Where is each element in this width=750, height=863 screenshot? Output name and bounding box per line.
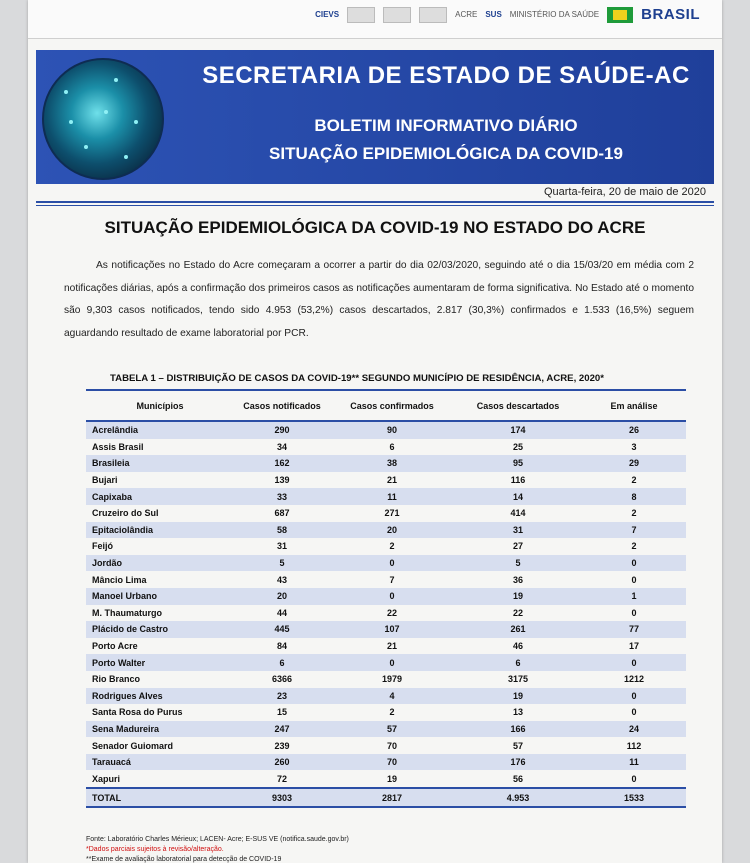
- municipality-cell: Porto Walter: [86, 654, 234, 671]
- value-cell: 8: [582, 488, 686, 505]
- column-header: Em análise: [582, 390, 686, 421]
- table-row: [86, 538, 686, 555]
- total-row: [86, 788, 686, 807]
- table-row: [86, 621, 686, 638]
- table-row: [86, 671, 686, 688]
- municipality-cell: Tarauacá: [86, 754, 234, 771]
- table-row: [86, 770, 686, 788]
- value-cell: 1212: [582, 671, 686, 688]
- value-cell: 21: [330, 472, 454, 489]
- value-cell: 445: [234, 621, 330, 638]
- value-cell: 6: [330, 439, 454, 456]
- table-row: [86, 555, 686, 572]
- municipality-cell: Mâncio Lima: [86, 571, 234, 588]
- bulletin-page: [28, 0, 722, 863]
- banner-subtitle: SITUAÇÃO EPIDEMIOLÓGICA DA COVID-19: [269, 144, 623, 163]
- bulletin-date: Quarta-feira, 20 de maio de 2020: [543, 186, 706, 198]
- table-row: [86, 571, 686, 588]
- value-cell: 3: [582, 439, 686, 456]
- table-header-row: [86, 390, 686, 421]
- value-cell: 15: [234, 704, 330, 721]
- value-cell: 84: [234, 638, 330, 655]
- value-cell: 19: [454, 588, 582, 605]
- column-header: Casos notificados: [234, 390, 330, 421]
- value-cell: 271: [330, 505, 454, 522]
- total-value: 1533: [582, 788, 686, 807]
- footnote-source: Fonte: Laboratório Charles Mérieux; LACEN- Acre; E-SUS VE (notifica.saude.gov.br): [86, 836, 349, 843]
- value-cell: 0: [582, 770, 686, 788]
- table-row: [86, 488, 686, 505]
- value-cell: 162: [234, 455, 330, 472]
- municipality-cell: M. Thaumaturgo: [86, 605, 234, 622]
- value-cell: 1979: [330, 671, 454, 688]
- brasil-flag-icon: [607, 7, 633, 23]
- value-cell: 11: [330, 488, 454, 505]
- value-cell: 38: [330, 455, 454, 472]
- partner-logos: [315, 6, 700, 23]
- table-row: [86, 754, 686, 771]
- footnote-exam: **Exame de avaliação laboratorial para detecção de COVID-19: [86, 856, 282, 863]
- total-value: 4.953: [454, 788, 582, 807]
- value-cell: 22: [454, 605, 582, 622]
- table-row: [86, 688, 686, 705]
- table-row: [86, 522, 686, 539]
- table-body: [86, 421, 686, 807]
- municipality-cell: Rio Branco: [86, 671, 234, 688]
- value-cell: 57: [330, 721, 454, 738]
- value-cell: 2: [330, 704, 454, 721]
- value-cell: 72: [234, 770, 330, 788]
- total-value: 2817: [330, 788, 454, 807]
- municipality-cell: Jordão: [86, 555, 234, 572]
- value-cell: 19: [454, 688, 582, 705]
- divider: [36, 201, 714, 203]
- acre-logo: ACRE: [455, 10, 478, 19]
- value-cell: 2: [582, 472, 686, 489]
- value-cell: 31: [454, 522, 582, 539]
- value-cell: 19: [330, 770, 454, 788]
- footnote-partial: *Dados parciais sujeitos à revisão/alteração.: [86, 846, 224, 853]
- value-cell: 7: [330, 571, 454, 588]
- value-cell: 90: [330, 421, 454, 439]
- divider: [36, 205, 714, 206]
- value-cell: 77: [582, 621, 686, 638]
- value-cell: 2: [330, 538, 454, 555]
- value-cell: 6: [454, 654, 582, 671]
- table-row: [86, 505, 686, 522]
- value-cell: 24: [582, 721, 686, 738]
- total-value: 9303: [234, 788, 330, 807]
- table-row: [86, 654, 686, 671]
- value-cell: 21: [330, 638, 454, 655]
- municipality-cell: Rodrigues Alves: [86, 688, 234, 705]
- municipality-cell: Xapuri: [86, 770, 234, 788]
- value-cell: 26: [582, 421, 686, 439]
- value-cell: 112: [582, 737, 686, 754]
- value-cell: 11: [582, 754, 686, 771]
- value-cell: 34: [234, 439, 330, 456]
- municipality-cell: Feijó: [86, 538, 234, 555]
- value-cell: 174: [454, 421, 582, 439]
- value-cell: 17: [582, 638, 686, 655]
- table-row: [86, 605, 686, 622]
- table-row: [86, 721, 686, 738]
- value-cell: 70: [330, 754, 454, 771]
- table-row: [86, 472, 686, 489]
- total-label: TOTAL: [86, 788, 234, 807]
- value-cell: 14: [454, 488, 582, 505]
- municipality-cell: Bujari: [86, 472, 234, 489]
- value-cell: 56: [454, 770, 582, 788]
- value-cell: 0: [330, 555, 454, 572]
- value-cell: 44: [234, 605, 330, 622]
- value-cell: 23: [234, 688, 330, 705]
- value-cell: 0: [582, 605, 686, 622]
- banner-subtitle: BOLETIM INFORMATIVO DIÁRIO: [314, 116, 578, 135]
- municipality-cell: Epitaciolândia: [86, 522, 234, 539]
- value-cell: 176: [454, 754, 582, 771]
- value-cell: 414: [454, 505, 582, 522]
- partner-logo-box: [383, 7, 411, 23]
- sus-logo: SUS: [485, 10, 502, 19]
- value-cell: 7: [582, 522, 686, 539]
- municipality-cell: Sena Madureira: [86, 721, 234, 738]
- table-row: [86, 439, 686, 456]
- table-caption: TABELA 1 – DISTRIBUIÇÃO DE CASOS DA COVID-19** SEGUNDO MUNICÍPIO DE RESIDÊNCIA, ACRE, 2020*: [110, 373, 604, 384]
- column-header: Casos descartados: [454, 390, 582, 421]
- coronavirus-icon: [42, 58, 164, 180]
- value-cell: 29: [582, 455, 686, 472]
- column-header: Municípios: [86, 390, 234, 421]
- value-cell: 20: [330, 522, 454, 539]
- municipality-cell: Brasileia: [86, 455, 234, 472]
- partner-logo-box: [419, 7, 447, 23]
- value-cell: 43: [234, 571, 330, 588]
- section-heading: SITUAÇÃO EPIDEMIOLÓGICA DA COVID-19 NO ESTADO DO ACRE: [104, 218, 646, 237]
- value-cell: 260: [234, 754, 330, 771]
- value-cell: 6: [234, 654, 330, 671]
- municipality-cell: Assis Brasil: [86, 439, 234, 456]
- value-cell: 4: [330, 688, 454, 705]
- value-cell: 0: [330, 654, 454, 671]
- header-banner: [36, 50, 714, 184]
- municipality-cell: Porto Acre: [86, 638, 234, 655]
- value-cell: 5: [454, 555, 582, 572]
- value-cell: 116: [454, 472, 582, 489]
- municipality-cell: Santa Rosa do Purus: [86, 704, 234, 721]
- column-header: Casos confirmados: [330, 390, 454, 421]
- ministerio-logo: MINISTÉRIO DA SAÚDE: [509, 10, 600, 19]
- value-cell: 107: [330, 621, 454, 638]
- value-cell: 6366: [234, 671, 330, 688]
- municipality-cell: Acrelândia: [86, 421, 234, 439]
- value-cell: 3175: [454, 671, 582, 688]
- municipality-cell: Manoel Urbano: [86, 588, 234, 605]
- value-cell: 57: [454, 737, 582, 754]
- value-cell: 33: [234, 488, 330, 505]
- value-cell: 20: [234, 588, 330, 605]
- logo-bar: [28, 0, 722, 39]
- value-cell: 13: [454, 704, 582, 721]
- table-row: [86, 737, 686, 754]
- value-cell: 31: [234, 538, 330, 555]
- value-cell: 166: [454, 721, 582, 738]
- cievs-logo: CIEVS: [315, 10, 340, 19]
- value-cell: 70: [330, 737, 454, 754]
- brasil-logo: BRASIL: [641, 6, 700, 23]
- value-cell: 0: [582, 688, 686, 705]
- table-row: [86, 421, 686, 439]
- municipality-cell: Senador Guiomard: [86, 737, 234, 754]
- banner-title: SECRETARIA DE ESTADO DE SAÚDE-AC: [202, 62, 690, 89]
- municipality-cell: Plácido de Castro: [86, 621, 234, 638]
- value-cell: 22: [330, 605, 454, 622]
- municipality-cell: Capixaba: [86, 488, 234, 505]
- value-cell: 261: [454, 621, 582, 638]
- table-row: [86, 638, 686, 655]
- value-cell: 239: [234, 737, 330, 754]
- value-cell: 687: [234, 505, 330, 522]
- value-cell: 36: [454, 571, 582, 588]
- value-cell: 58: [234, 522, 330, 539]
- value-cell: 46: [454, 638, 582, 655]
- value-cell: 139: [234, 472, 330, 489]
- value-cell: 0: [582, 654, 686, 671]
- value-cell: 27: [454, 538, 582, 555]
- table-row: [86, 704, 686, 721]
- value-cell: 1: [582, 588, 686, 605]
- value-cell: 95: [454, 455, 582, 472]
- municipality-cell: Cruzeiro do Sul: [86, 505, 234, 522]
- value-cell: 0: [582, 555, 686, 572]
- value-cell: 2: [582, 505, 686, 522]
- value-cell: 0: [582, 571, 686, 588]
- value-cell: 0: [582, 704, 686, 721]
- value-cell: 247: [234, 721, 330, 738]
- value-cell: 5: [234, 555, 330, 572]
- value-cell: 2: [582, 538, 686, 555]
- table-row: [86, 455, 686, 472]
- cases-table: [86, 389, 686, 808]
- intro-paragraph: As notificações no Estado do Acre começaram a ocorrer a partir do dia 02/03/2020, seguindo até o dia 15/03/20 em média com 2 notificações diárias, após a confirmação dos primeiros casos as notificações aumentaram de forma significativa. No Estado até o momento são 9,303 casos notificados, tendo sido 4.953 (53,2%) casos descartados, 2.817 (30,3%) confirmados e 1.533 (16,5%) seguem aguardando resultado de exame laboratorial por PCR.: [64, 260, 694, 339]
- table-row: [86, 588, 686, 605]
- partner-logo-box: [347, 7, 375, 23]
- value-cell: 25: [454, 439, 582, 456]
- value-cell: 290: [234, 421, 330, 439]
- value-cell: 0: [330, 588, 454, 605]
